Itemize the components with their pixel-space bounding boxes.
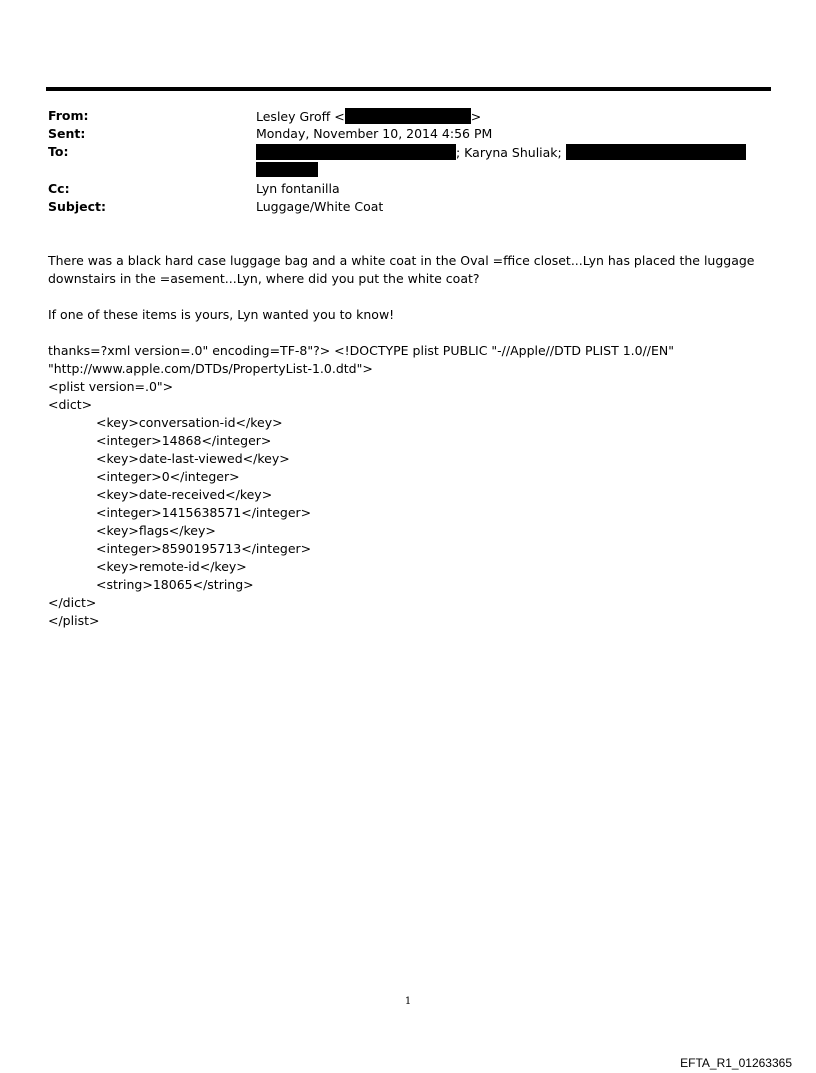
redaction-box — [345, 108, 471, 124]
from-name: Lesley Groff < — [256, 109, 345, 124]
cc-value: Lyn fontanilla — [256, 181, 340, 196]
xml-line: <string>18065</string> — [96, 577, 254, 592]
bates-number: EFTA_R1_01263365 — [680, 1056, 792, 1070]
xml-line: <key>flags</key> — [96, 523, 216, 538]
to-value — [256, 144, 746, 161]
to-recipient: ; Karyna Shuliak; — [456, 145, 562, 160]
xml-line: thanks=?xml version=.0" encoding=TF-8"?> <!DOCTYPE plist PUBLIC "-//Apple//DTD PLIST 1.0//EN" — [48, 343, 675, 358]
xml-line: <key>remote-id</key> — [96, 559, 247, 574]
xml-line: <dict> — [48, 397, 93, 412]
from-value — [256, 108, 481, 125]
xml-line: </plist> — [48, 613, 100, 628]
page-number: 1 — [404, 996, 412, 1007]
sent-value: Monday, November 10, 2014 4:56 PM — [256, 126, 493, 141]
header-rule — [46, 87, 771, 91]
xml-line: </dict> — [48, 595, 97, 610]
body-paragraph: If one of these items is yours, Lyn wanted you to know! — [48, 307, 395, 322]
subject-value: Luggage/White Coat — [256, 199, 384, 214]
xml-line: <integer>14868</integer> — [96, 433, 272, 448]
to-label: To: — [48, 144, 69, 159]
sent-label: Sent: — [48, 126, 86, 141]
xml-line: "http://www.apple.com/DTDs/PropertyList-1.0.dtd"> — [48, 361, 373, 376]
xml-line: <key>date-last-viewed</key> — [96, 451, 290, 466]
from-label: From: — [48, 108, 89, 123]
body-paragraph-line: downstairs in the =asement...Lyn, where did you put the white coat? — [48, 271, 480, 286]
xml-line: <key>conversation-id</key> — [96, 415, 283, 430]
xml-line: <plist version=.0"> — [48, 379, 174, 394]
redaction-box — [256, 162, 318, 177]
body-paragraph-line: There was a black hard case luggage bag and a white coat in the Oval =ffice closet...Lyn has placed the luggage — [48, 253, 755, 268]
xml-line: <integer>0</integer> — [96, 469, 240, 484]
cc-label: Cc: — [48, 181, 70, 196]
xml-line: <key>date-received</key> — [96, 487, 273, 502]
redaction-box — [256, 144, 456, 160]
redaction-box — [566, 144, 746, 160]
from-close: > — [470, 109, 482, 124]
subject-label: Subject: — [48, 199, 106, 214]
xml-line: <integer>1415638571</integer> — [96, 505, 312, 520]
xml-line: <integer>8590195713</integer> — [96, 541, 312, 556]
